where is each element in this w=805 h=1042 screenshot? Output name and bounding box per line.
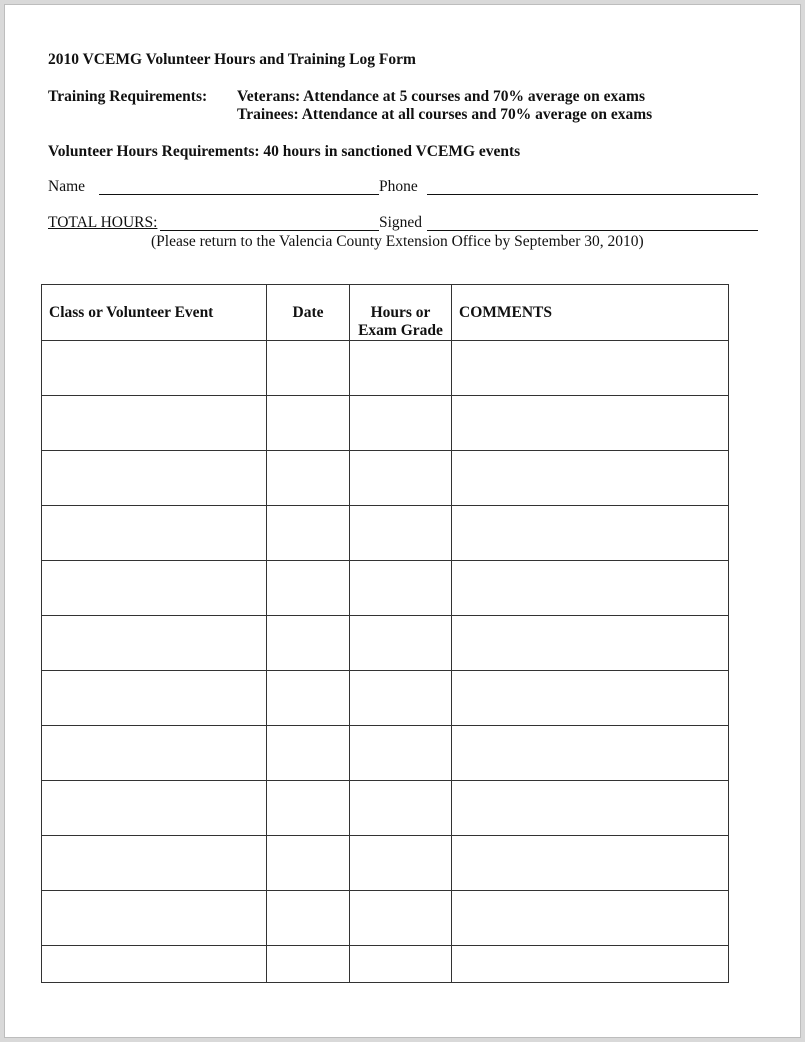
table-row (42, 561, 729, 616)
table-row (42, 836, 729, 891)
total-hours-field[interactable] (160, 230, 379, 231)
table-row (42, 341, 729, 396)
date-cell[interactable] (267, 396, 350, 451)
date-cell[interactable] (267, 836, 350, 891)
training-requirement-veterans: Veterans: Attendance at 5 courses and 70% average on exams (237, 88, 645, 105)
event-cell[interactable] (42, 891, 267, 946)
table-row (42, 671, 729, 726)
hours-cell[interactable] (350, 781, 452, 836)
date-cell[interactable] (267, 781, 350, 836)
table-row (42, 451, 729, 506)
table-header-row (42, 285, 729, 341)
hours-cell[interactable] (350, 946, 452, 983)
hours-cell[interactable] (350, 836, 452, 891)
hours-cell[interactable] (350, 396, 452, 451)
event-cell[interactable] (42, 616, 267, 671)
comments-cell[interactable] (452, 671, 729, 726)
date-cell[interactable] (267, 506, 350, 561)
date-cell[interactable] (267, 341, 350, 396)
event-cell[interactable] (42, 781, 267, 836)
date-cell[interactable] (267, 561, 350, 616)
hours-cell[interactable] (350, 726, 452, 781)
date-cell[interactable] (267, 671, 350, 726)
comments-cell[interactable] (452, 616, 729, 671)
event-cell[interactable] (42, 946, 267, 983)
comments-cell[interactable] (452, 451, 729, 506)
phone-label: Phone (379, 178, 418, 195)
hours-cell[interactable] (350, 451, 452, 506)
hours-cell[interactable] (350, 561, 452, 616)
table-row (42, 616, 729, 671)
column-header-hours: Hours or Exam Grade (350, 285, 452, 341)
event-cell[interactable] (42, 506, 267, 561)
event-cell[interactable] (42, 726, 267, 781)
comments-cell[interactable] (452, 891, 729, 946)
table-row (42, 781, 729, 836)
signed-label: Signed (379, 214, 423, 231)
event-cell[interactable] (42, 341, 267, 396)
date-cell[interactable] (267, 946, 350, 983)
training-requirement-trainees: Trainees: Attendance at all courses and 70% average on exams (237, 106, 653, 123)
date-cell[interactable] (267, 891, 350, 946)
date-cell[interactable] (267, 451, 350, 506)
total-hours-label: TOTAL HOURS: (48, 214, 158, 231)
phone-field[interactable] (427, 194, 758, 195)
comments-cell[interactable] (452, 781, 729, 836)
volunteer-hours-requirement: Volunteer Hours Requirements: 40 hours in sanctioned VCEMG events (48, 143, 521, 160)
date-cell[interactable] (267, 726, 350, 781)
return-note: (Please return to the Valencia County Extension Office by September 30, 2010) (151, 233, 644, 250)
event-cell[interactable] (42, 561, 267, 616)
comments-cell[interactable] (452, 341, 729, 396)
log-table (41, 284, 729, 983)
comments-cell[interactable] (452, 946, 729, 983)
form-page (4, 4, 801, 1038)
column-header-date: Date (267, 285, 350, 341)
table-row (42, 726, 729, 781)
event-cell[interactable] (42, 671, 267, 726)
hours-cell[interactable] (350, 671, 452, 726)
hours-cell[interactable] (350, 891, 452, 946)
name-field[interactable] (99, 194, 379, 195)
event-cell[interactable] (42, 836, 267, 891)
table-row (42, 891, 729, 946)
signature-field[interactable] (427, 230, 758, 231)
column-header-event: Class or Volunteer Event (42, 285, 267, 341)
name-label: Name (48, 178, 86, 195)
comments-cell[interactable] (452, 836, 729, 891)
hours-cell[interactable] (350, 616, 452, 671)
table-row (42, 506, 729, 561)
comments-cell[interactable] (452, 561, 729, 616)
date-cell[interactable] (267, 616, 350, 671)
comments-cell[interactable] (452, 726, 729, 781)
table-row (42, 946, 729, 983)
column-header-comments: COMMENTS (452, 285, 729, 341)
table-row (42, 396, 729, 451)
comments-cell[interactable] (452, 506, 729, 561)
event-cell[interactable] (42, 396, 267, 451)
event-cell[interactable] (42, 451, 267, 506)
comments-cell[interactable] (452, 396, 729, 451)
hours-cell[interactable] (350, 341, 452, 396)
hours-cell[interactable] (350, 506, 452, 561)
training-requirements-label: Training Requirements: (48, 88, 208, 105)
form-title: 2010 VCEMG Volunteer Hours and Training Log Form (48, 51, 416, 68)
